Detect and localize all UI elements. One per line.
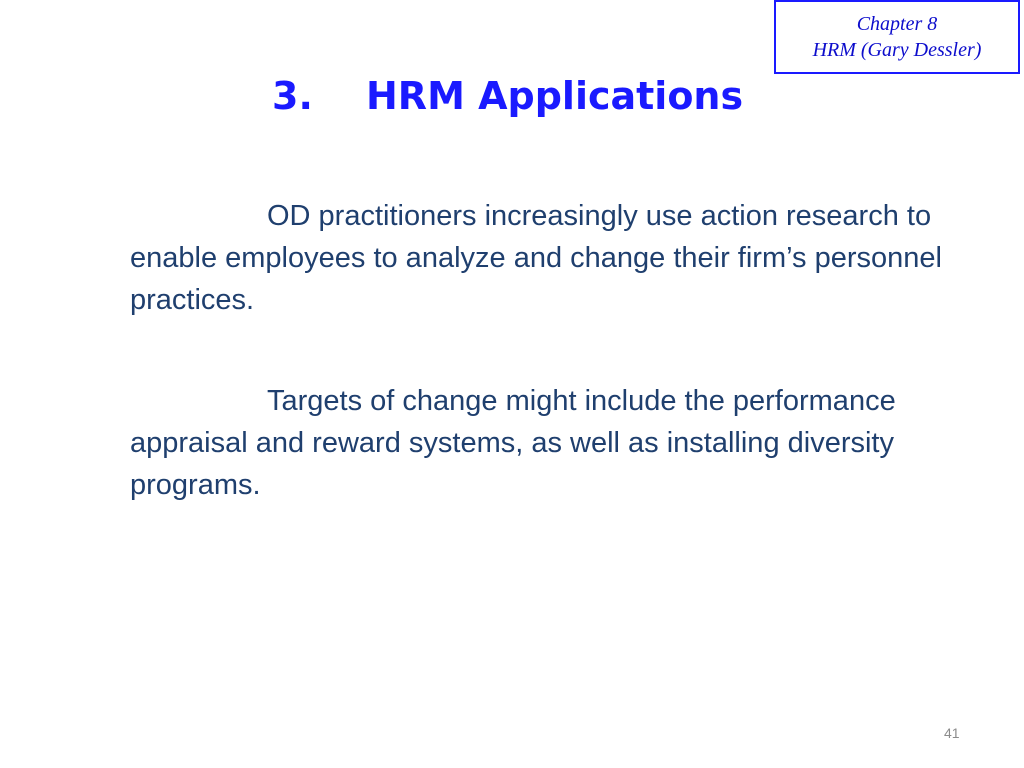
book-label: HRM (Gary Dessler) bbox=[812, 39, 982, 61]
slide-title bbox=[272, 70, 743, 122]
body-paragraph-1: OD practitioners increasingly use action research to enable employees to analyze and change their firm’s personnel practices. bbox=[130, 200, 942, 316]
section-title: HRM Applications bbox=[366, 74, 744, 118]
body-paragraph-2: Targets of change might include the performance appraisal and reward systems, as well as installing diversity programs. bbox=[130, 385, 896, 501]
chapter-badge bbox=[774, 0, 1020, 74]
page-number: 41 bbox=[944, 725, 960, 741]
chapter-label: Chapter 8 bbox=[856, 13, 938, 35]
section-number: 3. bbox=[272, 74, 313, 118]
